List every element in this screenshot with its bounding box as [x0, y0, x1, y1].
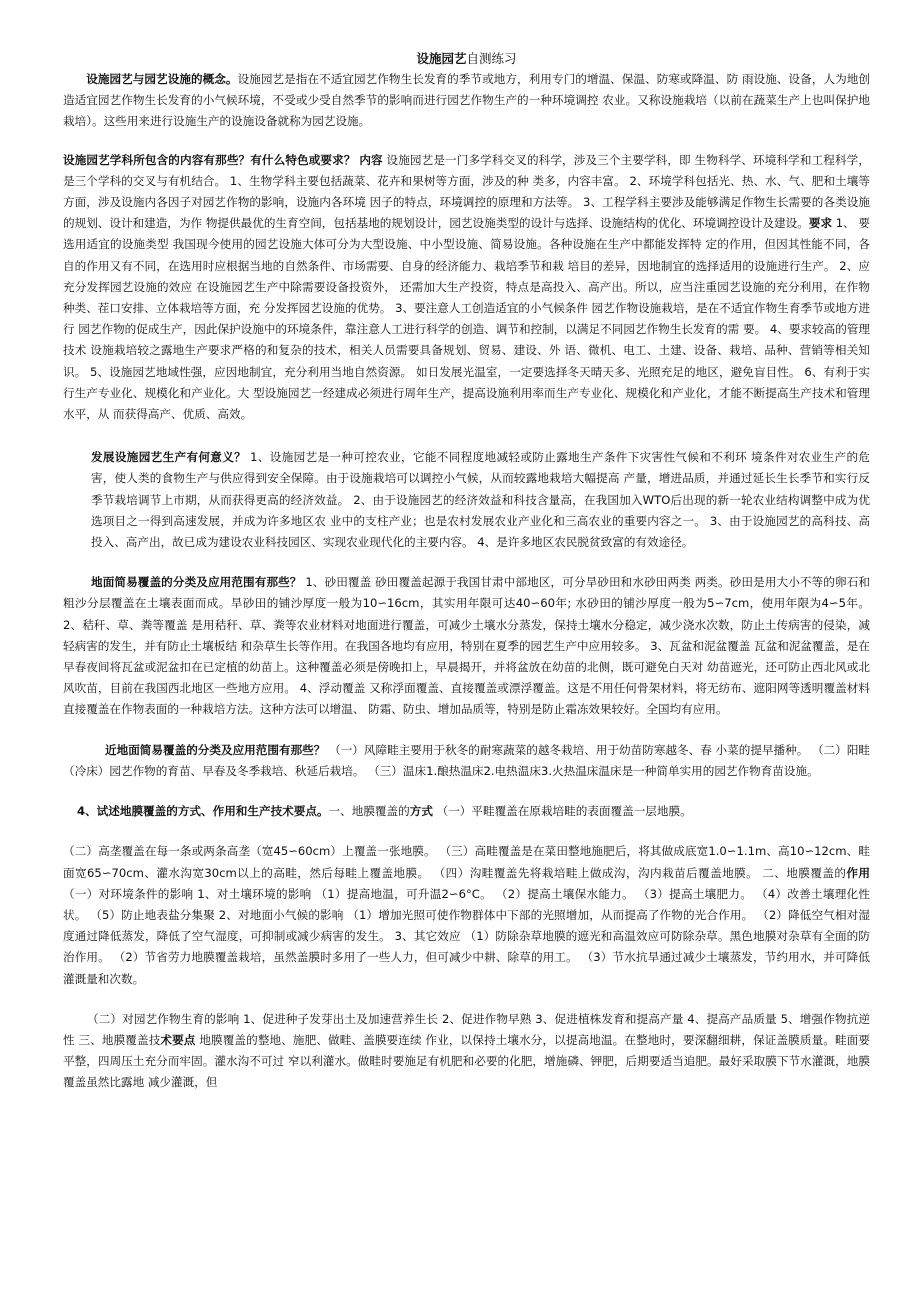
text-concept: 设施园艺是指在不适宜园艺作物生长发育的季节或地方，利用专门的增温、保温、防寒或降温、防 雨设施、设备，人为地创造适宜园艺作物生长发育的小气候环境，不受或少受自然季节的影响而进行园艺作物生产的一种环境调控 农业。又称设施栽培（以前在蔬菜生产上也叫保护地栽培）。这些用来进行设施生产的设施设备就称为园艺设施。	[63, 72, 870, 129]
text-requirements: 1、 要选用适宜的设施类型 我国现今使用的园艺设施大体可分为大型设施、中小型设施、简易设施。各种设施在生产中都能发挥特 定的作用，但因其性能不同，各自的作用又有不同，在选用时应根据当地的自然条件、市场需要、自身的经济能力、栽培季节和栽 培目的差异，因地制宜的选择适用的设施进行生产。 2、应充分发挥园艺设施的效应 在设施园艺生产中除需要设备投资外， 还需加大生产投资，特点是高投入、高产出。所以，应当注重园艺设施的充分利用，在作物种类、茬口安排、立体栽培等方面，充 分发挥园艺设施的优势。 3、要注意人工创造适宜的小气候条件 园艺作物设施栽培，是在不适宜作物生育季节或地方进行 园艺作物的促成生产，因此保护设施中的环境条件，靠注意人工进行科学的创造、调节和控制，以满足不同园艺作物生长发育的需 要。 4、要求较高的管理技术 设施栽培较之露地生产要求严格的和复杂的技术，相关人员需要具备规划、贸易、建设、外 语、微机、电工、土建、设备、栽培、品种、营销等相关知识。 5、设施园艺地域性强，应因地制宜，充分利用当地自然资源。 如日发展光温室，一定要选择冬天晴天多、光照充足的地区，避免盲目性。 6、有利于实行生产专业化、规模化和产业化。大 型设施园艺一经建成必须进行周年生产，提高设施利用率而生产专业化、规模化和产业化，才能不断提高生产技术和管理水平，从 而获得高产、优质、高效。	[63, 216, 871, 422]
heading-near-ground-cover: 近地面简易覆盖的分类及应用范围有那些？	[105, 742, 326, 757]
heading-ground-cover: 地面简易覆盖的分类及应用范围有那些？	[91, 575, 302, 590]
text-content: 设施园艺是一门多学科交叉的科学，涉及三个主要学科，即 生物科学、环境科学和工程科学，是三个学科的交叉与有机结合。 1、生物学科主要包括蔬菜、花卉和果树等方面，涉及的种 类多，内容丰富。 2、环境学科包括光、热、水、气、肥和土壤等方面，涉及设施内各因子对园艺作物的影响，设施内各环境 因子的特点，环境调控的原理和方法等。 3、工程学科主要涉及能够满足作物生长需要的各类设施的规划、设计和建造，为作 物提供最优的生育空间，包括基地的规划设计，园艺设施类型的设计与选择、设施结构的优化、环境调控设计及建设。	[63, 152, 870, 231]
paragraph-near-ground-cover	[63, 740, 870, 782]
text-ground-cover: 1、砂田覆盖 砂田覆盖起源于我国甘肃中部地区，可分旱砂田和水砂田两类 两类。砂田是用大小不等的卵石和粗沙分层覆盖在土壤表面而成。旱砂田的铺沙厚度一般为10∽16cm，其实用年限可达40∽60年; 水砂田的铺沙厚度一般为5∽7cm，使用年限为4∽5年。 2、秸秆、草、粪等覆盖 是用秸秆、草、粪等农业材料对地面进行覆盖，可减少土壤水分蒸发，保持土壤水分稳定，减少浇水次数，防止土传病害的侵染，减轻病害的发生，并有防止土壤板结 和杂草生长等作用。在我国各地均有应用，特别在夏季的园艺生产中应用较多。 3、瓦盆和泥盆覆盖 瓦盆和泥盆覆盖，是在早春夜间将瓦盆或泥盆扣在已定植的幼苗上。这种覆盖必须是傍晚扣上，早晨揭开，并将盆放在幼苗的北侧，既可避免白天对 幼苗遮光，还可防止西北风或北风吹苗，目前在我国西北地区一些地方应用。 4、浮动覆盖 又称浮面覆盖、直接覆盖或漂浮覆盖。这是不用任何骨架材料，将无纺布、遮阳网等透明覆盖材料直接覆盖在作物表面的一种栽培方法。这种方法可以增温、 防霜、防虫、增加品质等，特别是防止霜冻效果较好。全国均有应用。	[63, 575, 870, 717]
paragraph-concept	[63, 69, 870, 133]
text-tech-points: 地膜覆盖的整地、施肥、做畦、盖膜要连续 作业，以保持土壤水分，以提高地温。在整地时，要深翻细耕，保证盖膜质量。畦面要平整，四周压土充分而牢固。灌水沟不可过 窄以利灌水。做畦时要施足有机肥和必要的化肥，增施磷、钾肥，后期要适当追肥。最好采取膜下节水灌溉，地膜覆盖虽然比露地 减少灌溉，但	[63, 1032, 870, 1090]
paragraph-ground-cover	[63, 572, 870, 720]
text-near-ground-cover: （一）风障畦主要用于秋冬的耐寒蔬菜的越冬栽培、用于幼苗防寒越冬、春 小菜的提早播种。 （二）阳畦（冷床）园艺作物的育苗、早春及冬季栽培、秋延后栽培。 （三）温床1.酿热温床2.电热温床3.火热温床温床是一种简单实用的园艺作物育苗设施。	[63, 742, 871, 778]
page-title	[63, 50, 870, 68]
paragraph-content	[63, 150, 870, 426]
paragraph-mulch-effects	[63, 841, 870, 989]
text-mulch-intro: 一、地膜覆盖的	[328, 804, 410, 819]
label-mulch-method: 方式	[409, 804, 433, 819]
paragraph-significance	[63, 447, 870, 553]
paragraph-mulch-techniques	[63, 1009, 870, 1094]
text-mulch-effects: （一）对环境条件的影响 1、对土壤环境的影响 （1）提高地温，可升温2∽6°C。 （2）提高土壤保水能力。 （3）提高土壤肥力。 （4）改善土壤理化性状。 （5）防止地表盐分集聚 2、对地面小气候的影响 （1）增加光照可使作物群体中下部的光照增加，从而提高了作物的光合作用。 （2）降低空气相对湿度通过降低蒸发，降低了空气湿度，可抑制或减少病害的发生。 3、其它效应 （1）防除杂草地膜的遮光和高温效应可防除杂草。黑色地膜对杂草有全面的防治作用。 （2）节省劳力地膜覆盖栽培，虽然盖膜时多用了一些人力，但可减少中耕、除草的用工。 （3）节水抗旱通过减少土壤蒸发，节约用水，并可降低灌溉量和次数。	[63, 886, 870, 986]
title-normal: 自测练习	[466, 51, 517, 66]
title-bold: 设施园艺	[416, 51, 467, 66]
heading-mulch-question: 4、试述地膜覆盖的方式、作用和生产技术要点。	[77, 804, 329, 819]
paragraph-mulch-question	[63, 801, 870, 822]
text-growth-effects: （二）对园艺作物生育的影响 1、促进种子发芽出土及加速营养生长 2、促进作物早熟 3、促进植株发育和提高产量 4、提高产品质量 5、增强作物抗逆性 三、地膜覆盖技	[63, 1011, 870, 1047]
text-mulch-flat: （一）平畦覆盖在原栽培畦的表面覆盖一层地膜。	[436, 804, 692, 819]
heading-significance: 发展设施园艺生产有何意义？	[91, 450, 247, 465]
document-page	[63, 50, 870, 1094]
heading-concept: 设施园艺与园艺设施的概念。	[86, 72, 238, 86]
heading-content: 设施园艺学科所包含的内容有那些？有什么特色或要求？	[63, 152, 356, 167]
label-requirements: 要求	[808, 216, 833, 231]
text-significance: 1、设施园艺是一种可控农业，它能不同程度地减轻或防止露地生产条件下灾害性气候和不利环 境条件对农业生产的危害，使人类的食物生产与供应得到安全保障。由于设施栽培可以调控小气候，从而较露地栽培大幅提高 产量，增进品质，并通过延长生长季节和实行反季节栽培调节上市期，从而获得更高的经济效益。 2、由于设施园艺的经济效益和科技含量高，在我国加入WTO后出现的新一轮农业结构调整中成为优选项目之一得到高速发展，并成为许多地区农 业中的支柱产业；也是农村发展农业产业化和三高农业的重要内容之一。 3、由于设施园艺的高科技、高投入、高产出，故已成为建设农业科技园区、实现农业现代化的主要内容。 4、是许多地区农民脱贫致富的有效途径。	[91, 450, 870, 550]
label-mulch-effect: 作用	[846, 865, 870, 880]
label-tech-points: 术要点	[160, 1032, 196, 1047]
text-mulch-methods: （二）高垄覆盖在每一条或两条高垄（宽45∽60cm）上覆盖一张地膜。 （三）高畦覆盖是在菜田整地施肥后，将其做成底宽1.0∽1.1m、高10∽12cm、畦面宽65∽70cm、灌水沟宽30cm以上的高畦，然后每畦上覆盖地膜。 （四）沟畦覆盖先将栽培畦上做成沟，沟内栽苗后覆盖地膜。 二、地膜覆盖的	[63, 844, 870, 880]
label-content: 内容	[359, 152, 383, 167]
